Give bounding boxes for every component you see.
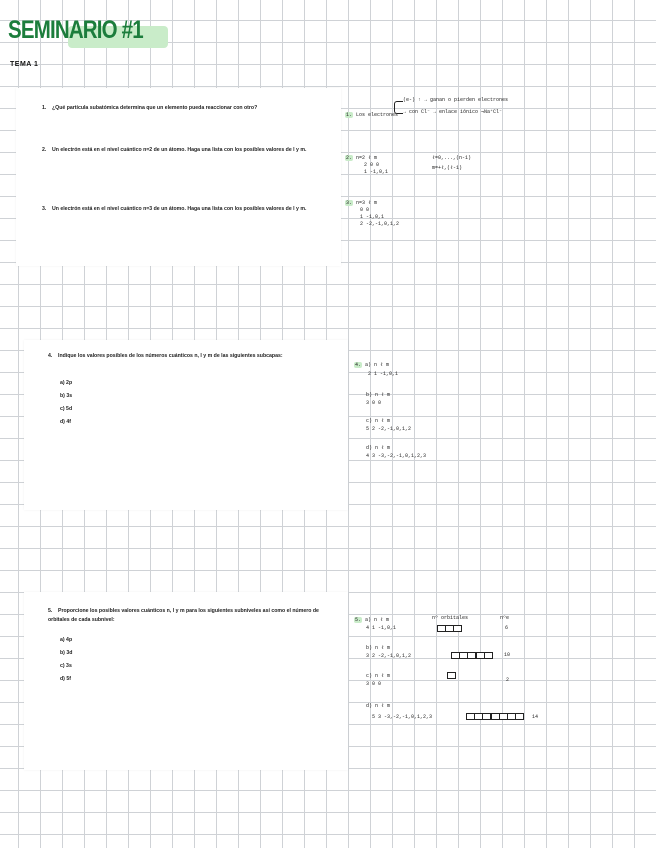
option-4a: a) 2p xyxy=(60,380,73,386)
option-4c: c) 5d xyxy=(60,406,73,412)
orbital-boxes-3s xyxy=(447,672,455,679)
question-2: 2. Un electrón está en el nivel cuántico n=2 de un átomo. Haga una lista con los posibles valores de l y m. xyxy=(42,147,307,153)
option-4b: b) 3s xyxy=(60,393,73,399)
option-5c: c) 3s xyxy=(60,663,72,669)
option-5a: a) 4p xyxy=(60,637,73,643)
option-5b: b) 3d xyxy=(60,650,73,656)
question-card-2 xyxy=(24,340,348,510)
title-area xyxy=(8,16,172,45)
question-card-3 xyxy=(24,592,348,770)
topic-label: TEMA 1 xyxy=(10,61,39,68)
question-1: 1. ¿Qué partícula subatómica determina que un elemento pueda reaccionar con otro? xyxy=(42,105,258,111)
option-4d: d) 4f xyxy=(60,419,71,425)
question-4: 4. Indique los valores posibles de los números cuánticos n, l y m de las siguientes subcapas: xyxy=(48,353,283,359)
question-card-1 xyxy=(16,88,341,266)
question-5: 5. Proporcione los posibles valores cuánticos n, l y m para los siguientes subniveles así como el número de orbitales de cada subnivel: xyxy=(48,608,319,623)
page-title: SEMINARIO #1 xyxy=(8,16,143,44)
orbital-boxes-3d xyxy=(451,652,492,659)
question-3: 3. Un electrón está en el nivel cuántico n=3 de un átomo. Haga una lista con los posibles valores de l y m. xyxy=(42,206,307,212)
orbital-boxes-5f xyxy=(466,713,523,720)
answer-1-brace xyxy=(394,101,403,114)
option-5d: d) 5f xyxy=(60,676,71,682)
orbital-boxes-4p xyxy=(437,625,462,632)
